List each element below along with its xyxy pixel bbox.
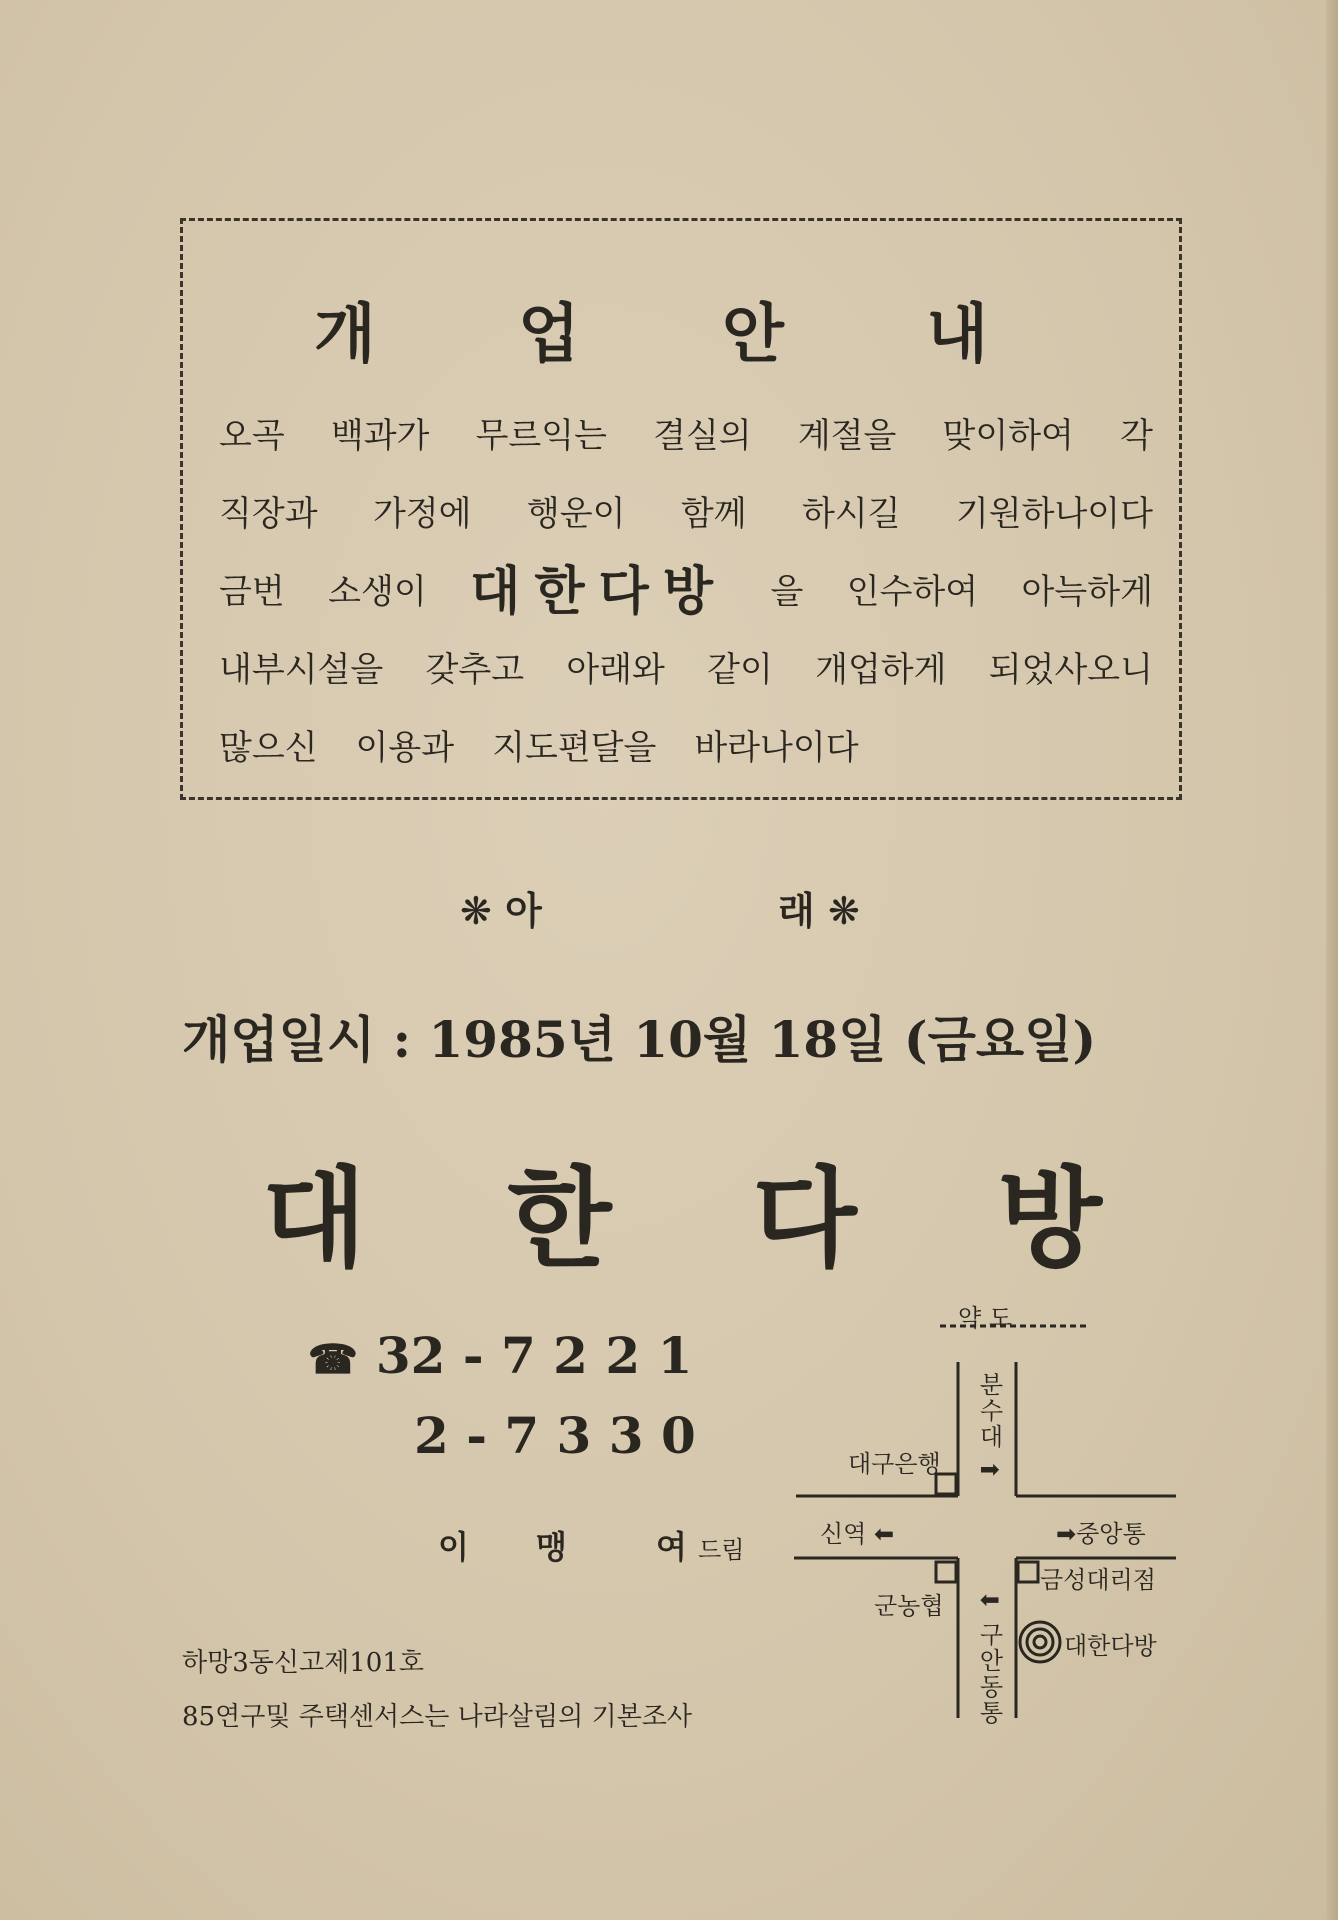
opening-date [182, 1000, 1096, 1072]
word: 이용과 [355, 728, 455, 768]
word: 갖추고 [425, 650, 525, 690]
shop-char: 다 [752, 1157, 857, 1282]
owner-char: 여 [656, 1528, 687, 1566]
phone-line-2: 2 - 7 3 3 0 [414, 1406, 696, 1465]
owner-char-suffix [656, 1522, 744, 1568]
paper-edge [1326, 0, 1338, 1920]
word: 기원하나이다 [955, 494, 1153, 534]
notice-line [219, 553, 1153, 631]
notice-line [219, 475, 1153, 553]
map-west: 신역 ⬅ [820, 1520, 895, 1548]
map-title: 약 도 [958, 1304, 1012, 1332]
word: 함께 [680, 494, 747, 534]
word: 바라나이다 [694, 728, 859, 768]
word: 계절을 [797, 416, 897, 456]
word: 소생이 [328, 572, 427, 612]
word: 가정에 [372, 494, 472, 534]
notice-title: 개 업 안 내 [313, 298, 1049, 372]
notice-line [219, 709, 1153, 787]
location-map [790, 1296, 1190, 1736]
map-south-label: 구안동통 [975, 1621, 1003, 1726]
telephone-icon: ☎ [308, 1336, 358, 1383]
word: 을 [770, 572, 804, 612]
map-bank-nonghyup: 군농협 [874, 1592, 944, 1620]
word: 내부시설을 [219, 650, 384, 690]
word: 지도편달을 [492, 728, 657, 768]
shop-char: 한 [507, 1157, 612, 1282]
word: 오곡 [219, 416, 285, 456]
map-north: 분수대 ⬆ [975, 1372, 1003, 1482]
word: 결실의 [653, 416, 752, 456]
owner-char: 이 [438, 1528, 469, 1566]
map-west-label: 신역 [820, 1520, 867, 1548]
word: 인수하여 [846, 572, 979, 612]
word: 행운이 [526, 494, 626, 534]
map-bank-daegu: 대구은행 [848, 1450, 941, 1478]
word: 하시길 [801, 494, 901, 534]
below-right: 래 ❋ [778, 889, 860, 933]
notice-line [219, 631, 1153, 709]
map-store: 금성대리점 [1040, 1566, 1156, 1594]
word: 금번 [219, 572, 285, 612]
word: 많으신 [219, 728, 318, 768]
notice-box [180, 218, 1182, 800]
map-shop-label: 대한다방 [1064, 1632, 1157, 1660]
map-east: ➡중앙통 [1056, 1520, 1146, 1548]
word: 같이 [707, 650, 773, 690]
word: 각 [1120, 416, 1153, 456]
map-east-label: 중앙통 [1076, 1520, 1146, 1548]
opening-label: 개업일시 : [182, 1010, 429, 1069]
map-north-label: 분수대 [975, 1372, 1003, 1450]
phone-number-1: 32 - 7 2 2 1 [375, 1326, 693, 1385]
opening-date-value: 1985년 10월 18일 (금요일) [428, 1010, 1097, 1069]
word: 아늑하게 [1021, 572, 1153, 612]
word: 백과가 [330, 416, 430, 456]
shop-name [262, 1132, 1102, 1287]
word: 맞이하여 [942, 416, 1074, 456]
census-slogan: 85연구및 주택센서스는 나라살림의 기본조사 [182, 1702, 692, 1732]
phone-line-1 [308, 1326, 692, 1385]
below-left: ❋ 아 [460, 889, 542, 933]
word: 무르익는 [475, 416, 607, 456]
owner-suffix: 드림 [698, 1536, 745, 1564]
word: 직장과 [219, 494, 318, 534]
word: 되었사오니 [988, 650, 1153, 690]
word: 개업하게 [815, 650, 947, 690]
owner-char: 맹 [536, 1528, 567, 1566]
inline-shop-name: 대한다방 [470, 562, 728, 622]
map-south: ⬇ 구안동통 [975, 1590, 1003, 1726]
word: 아래와 [566, 650, 665, 690]
shop-char: 방 [997, 1157, 1102, 1282]
address: 하망3동신고제101호 [182, 1648, 424, 1678]
notice-line [219, 397, 1153, 475]
notice-body [219, 397, 1153, 787]
shop-char: 대 [262, 1157, 367, 1282]
